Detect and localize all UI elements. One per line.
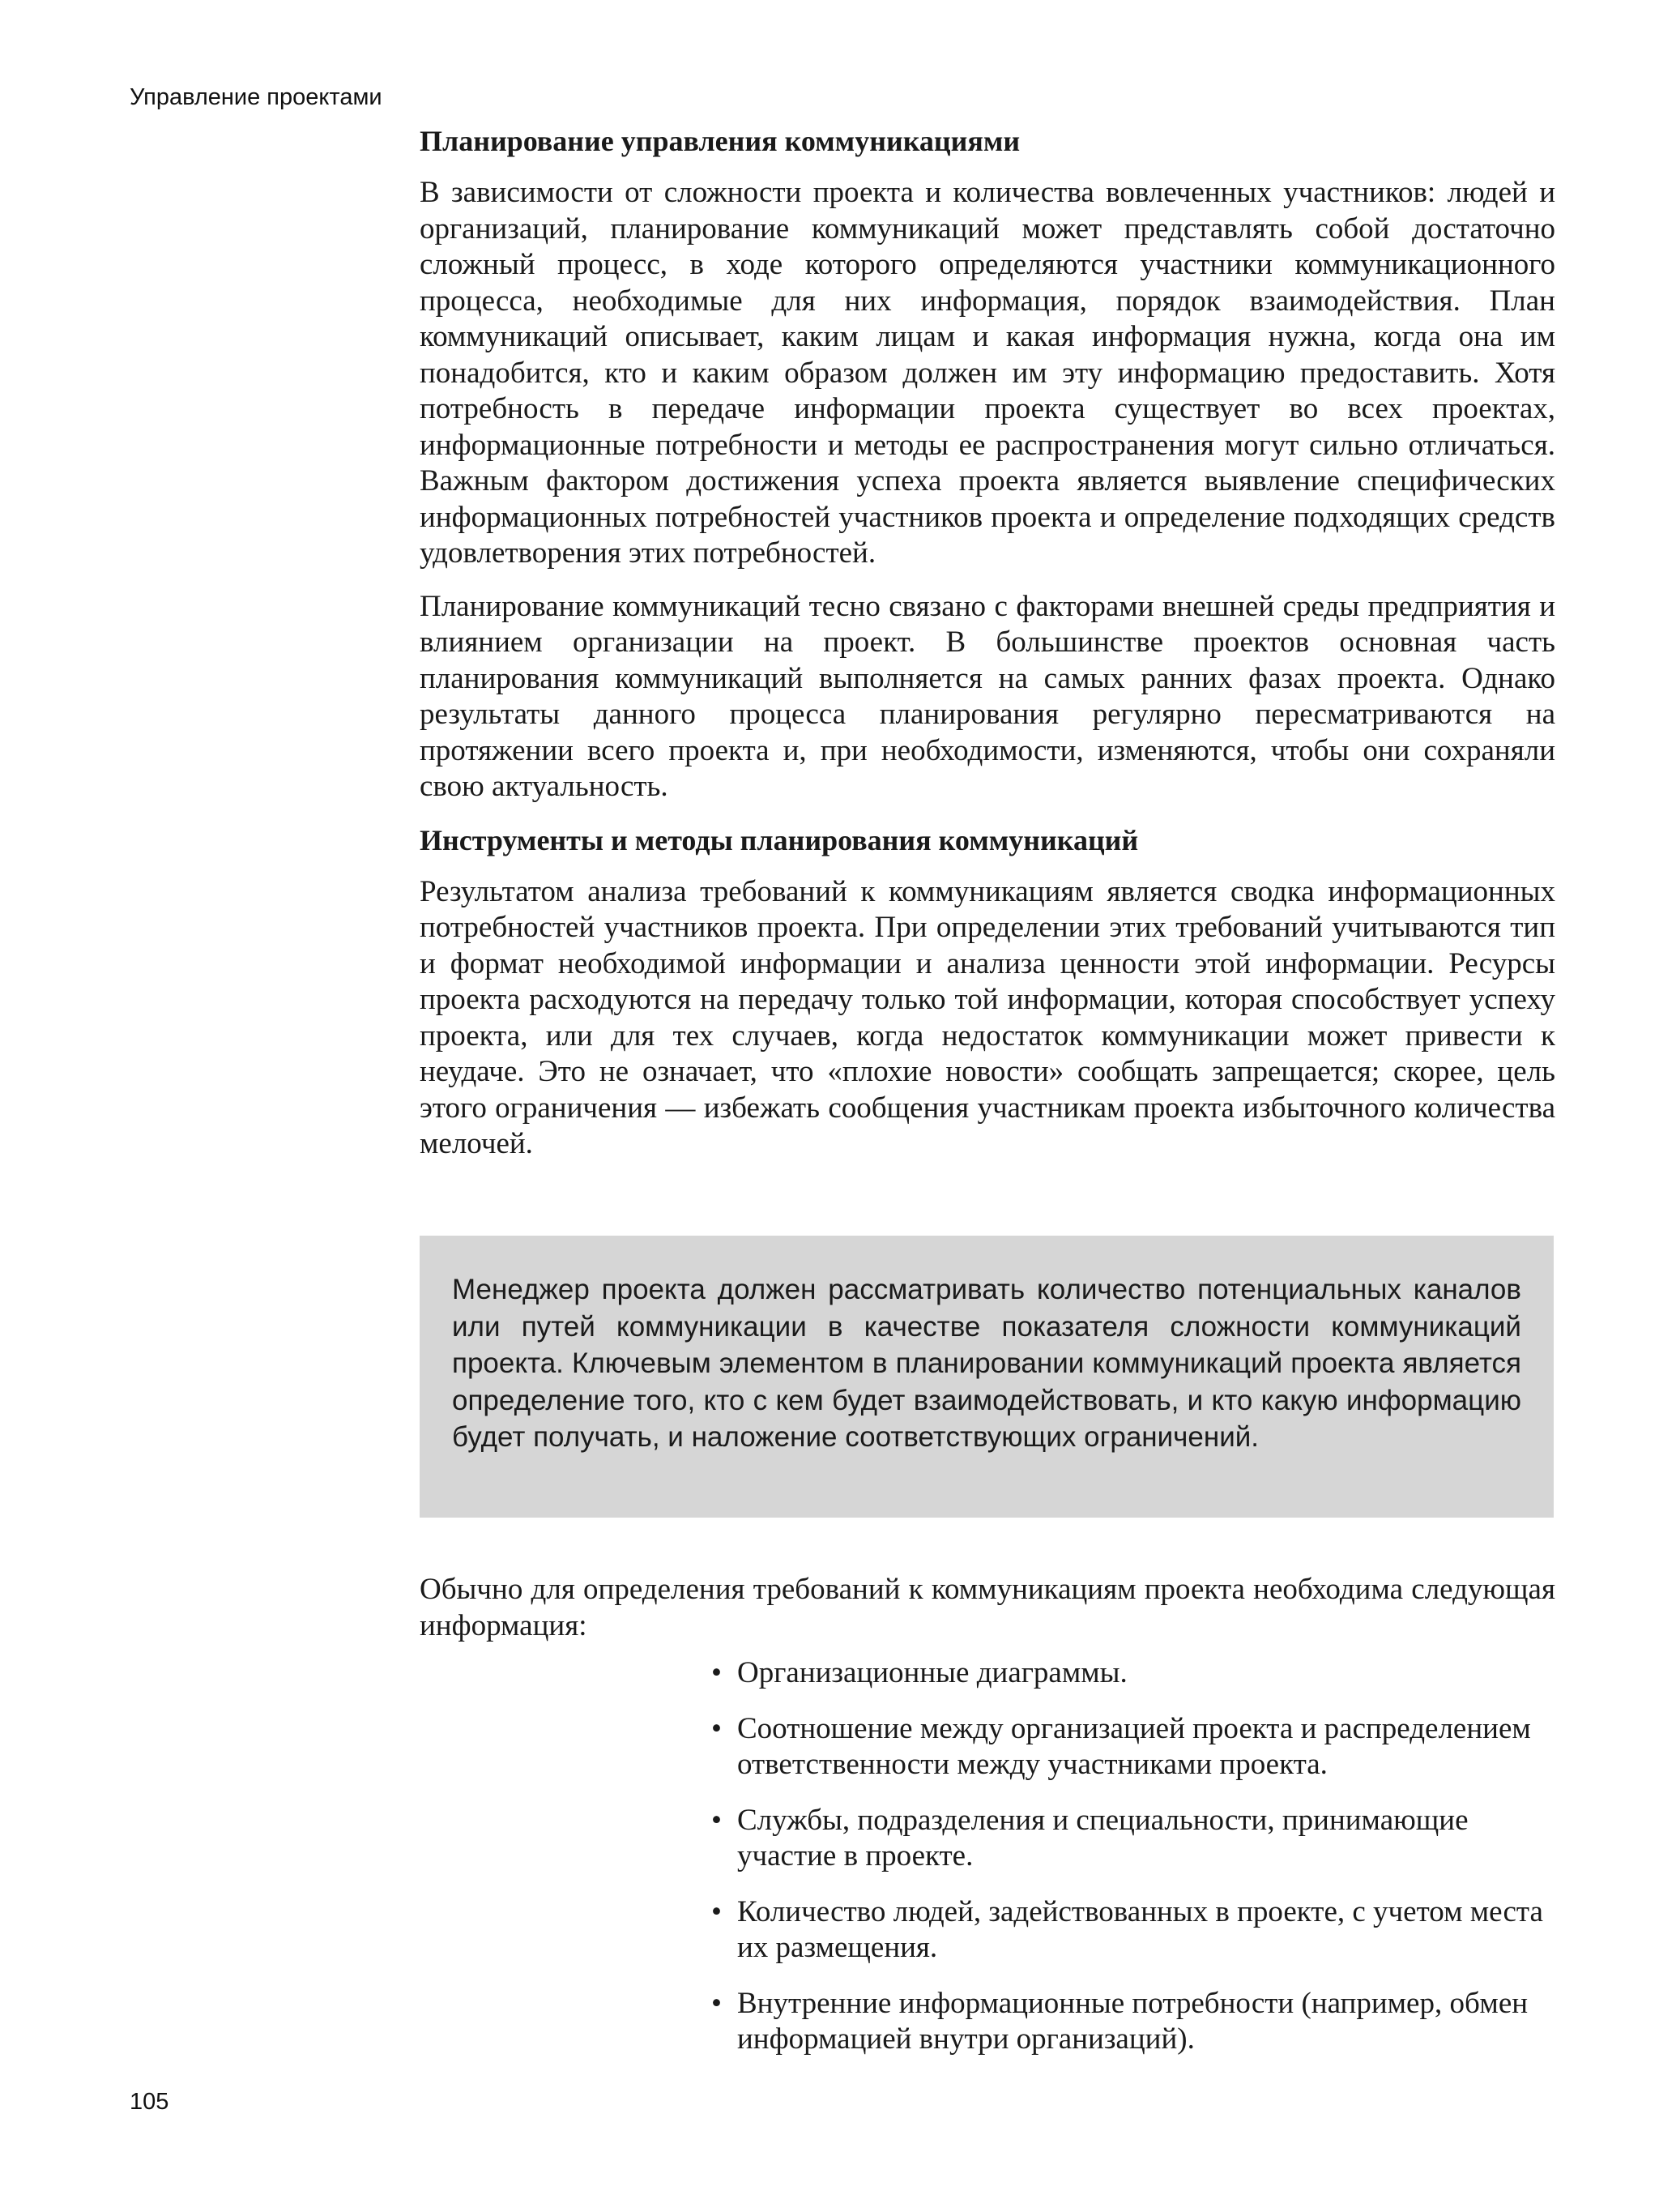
list-item — [711, 1655, 1555, 1692]
running-head: Управление проектами — [130, 84, 382, 110]
bullet-icon: • — [711, 1986, 722, 2020]
list-item-text: Внутренние информационные потребности (например, обмен информацией внутри организаций). — [737, 1986, 1529, 2056]
requirements-intro: Обычно для определения требований к коммуникациям проекта необходима следующая информация: — [420, 1573, 1555, 1642]
section-heading-communications-planning: Планирование управления коммуникациями — [420, 125, 1021, 157]
paragraph: В зависимости от сложности проекта и количества вовлеченных участников: людей и организаций, планирование коммуникаций может представлять собой достаточно сложный процесс, в ходе которого определяются участники коммуникационного процесса, необходимые для них информация, порядок взаимодействия. План коммуникаций описывает, каким лицам и какая информация нужна, когда она им понадобится, кто и каким образом должен им эту информацию предоставить. Хотя потребность в передаче информации проекта существует во всех проектах, информационные потребности и методы ее распространения могут сильно отличаться. Важным фактором достижения успеха проекта является выявление специфических информационных потребностей участников проекта и определение подходящих средств удовлетворения этих потребностей. — [420, 176, 1555, 570]
callout-box — [420, 1236, 1554, 1518]
list-item-text: Количество людей, задействованных в проекте, с учетом места их размещения. — [737, 1894, 1543, 1964]
bullet-icon: • — [711, 1656, 722, 1689]
list-item — [711, 1803, 1555, 1875]
page-number: 105 — [130, 2089, 169, 2115]
list-item — [711, 1711, 1555, 1783]
callout-text: Менеджер проекта должен рассматривать количество потенциальных каналов или путей коммуникации в качестве показателя сложности коммуникаций проекта. Ключевым элементом в планировании коммуникаций проекта является определение того, кто с кем будет взаимодействовать, и кто какую информацию будет получать, и наложение соответствующих ограничений. — [452, 1274, 1521, 1453]
main-content — [420, 123, 1555, 1181]
requirements-list — [420, 1655, 1555, 2058]
bullet-icon: • — [711, 1711, 722, 1745]
section-heading-tools-methods: Инструменты и методы планирования коммуникаций — [420, 823, 1139, 856]
paragraph: Планирование коммуникаций тесно связано с факторами внешней среды предприятия и влиянием организации на проект. В большинстве проектов основная часть планирования коммуникаций выполняется на самых ранних фазах проекта. Однако результаты данного процесса планирования регулярно пересматриваются на протяжении всего проекта и, при необходимости, изменяются, чтобы они сохраняли свою актуальность. — [420, 589, 1555, 803]
list-item — [711, 1894, 1555, 1966]
list-item-text: Соотношение между организацией проекта и распределением ответственности между участниками проекта. — [737, 1711, 1531, 1781]
requirements-section — [420, 1572, 1555, 2077]
list-item — [711, 1986, 1555, 2058]
list-item-text: Службы, подразделения и специальности, принимающие участие в проекте. — [737, 1803, 1469, 1873]
bullet-icon: • — [711, 1803, 722, 1837]
bullet-icon: • — [711, 1894, 722, 1928]
list-item-text: Организационные диаграммы. — [737, 1656, 1128, 1689]
paragraph: Результатом анализа требований к коммуникациям является сводка информационных потребностей участников проекта. При определении этих требований учитываются тип и формат необходимой информации и анализа ценности этой информации. Ресурсы проекта расходуются на передачу только той информации, которая способствует успеху проекта, или для тех случаев, когда недостаток коммуникации может привести к неудаче. Это не означает, что «плохие новости» сообщать запрещается; скорее, цель этого ограничения — избежать сообщения участникам проекта избыточного количества мелочей. — [420, 874, 1555, 1160]
